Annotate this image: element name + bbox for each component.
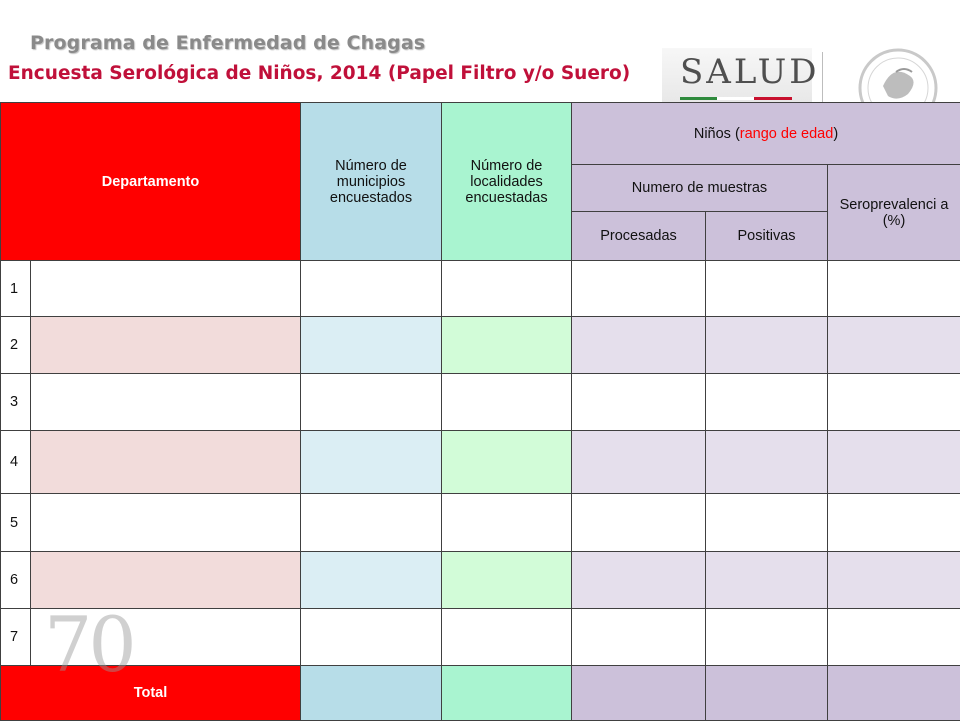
header-ninos-prefix: Niños ( bbox=[694, 126, 740, 142]
table-row bbox=[1, 552, 960, 609]
departamento-cell[interactable] bbox=[31, 374, 301, 431]
total-label: Total bbox=[1, 666, 301, 721]
departamento-cell[interactable] bbox=[31, 552, 301, 609]
chagas-survey-table bbox=[0, 102, 960, 721]
procesadas-cell[interactable] bbox=[572, 431, 706, 494]
localidades-cell[interactable] bbox=[442, 494, 572, 552]
header-procesadas: Procesadas bbox=[572, 212, 706, 261]
total-municipios-cell[interactable] bbox=[301, 666, 442, 721]
departamento-cell[interactable] bbox=[31, 261, 301, 317]
positivas-cell[interactable] bbox=[706, 317, 828, 374]
municipios-cell[interactable] bbox=[301, 494, 442, 552]
procesadas-cell[interactable] bbox=[572, 317, 706, 374]
header-localidades: Número de localidades encuestadas bbox=[442, 103, 572, 261]
row-number: 2 bbox=[1, 317, 31, 374]
program-title: Programa de Enfermedad de Chagas bbox=[30, 32, 425, 54]
seroprevalencia-cell[interactable] bbox=[828, 609, 960, 666]
municipios-cell[interactable] bbox=[301, 261, 442, 317]
positivas-cell[interactable] bbox=[706, 609, 828, 666]
total-positivas-cell[interactable] bbox=[706, 666, 828, 721]
positivas-cell[interactable] bbox=[706, 552, 828, 609]
departamento-cell[interactable] bbox=[31, 431, 301, 494]
departamento-cell[interactable] bbox=[31, 317, 301, 374]
positivas-cell[interactable] bbox=[706, 261, 828, 317]
total-seroprevalencia-cell[interactable] bbox=[828, 666, 960, 721]
departamento-cell[interactable] bbox=[31, 609, 301, 666]
municipios-cell[interactable] bbox=[301, 374, 442, 431]
total-row bbox=[1, 666, 960, 721]
slide-number-watermark: 70 bbox=[44, 600, 133, 689]
salud-logo bbox=[662, 44, 960, 102]
header-ninos-suffix: ) bbox=[833, 126, 838, 142]
header-departamento: Departamento bbox=[1, 103, 301, 261]
survey-title: Encuesta Serológica de Niños, 2014 (Papel Filtro y/o Suero) bbox=[8, 63, 630, 84]
salud-wordmark: SALUD bbox=[662, 48, 812, 102]
positivas-cell[interactable] bbox=[706, 374, 828, 431]
row-number: 4 bbox=[1, 431, 31, 494]
table-row bbox=[1, 317, 960, 374]
localidades-cell[interactable] bbox=[442, 261, 572, 317]
seroprevalencia-cell[interactable] bbox=[828, 431, 960, 494]
departamento-cell[interactable] bbox=[31, 494, 301, 552]
header-ninos bbox=[572, 103, 960, 165]
municipios-cell[interactable] bbox=[301, 552, 442, 609]
localidades-cell[interactable] bbox=[442, 431, 572, 494]
header-seroprevalencia: Seroprevalenci a (%) bbox=[828, 165, 960, 261]
municipios-cell[interactable] bbox=[301, 431, 442, 494]
localidades-cell[interactable] bbox=[442, 552, 572, 609]
procesadas-cell[interactable] bbox=[572, 374, 706, 431]
seroprevalencia-cell[interactable] bbox=[828, 261, 960, 317]
table-row bbox=[1, 494, 960, 552]
row-number: 6 bbox=[1, 552, 31, 609]
seroprevalencia-cell[interactable] bbox=[828, 552, 960, 609]
municipios-cell[interactable] bbox=[301, 609, 442, 666]
seroprevalencia-cell[interactable] bbox=[828, 317, 960, 374]
localidades-cell[interactable] bbox=[442, 609, 572, 666]
positivas-cell[interactable] bbox=[706, 494, 828, 552]
procesadas-cell[interactable] bbox=[572, 609, 706, 666]
header-muestras: Numero de muestras bbox=[572, 165, 828, 212]
procesadas-cell[interactable] bbox=[572, 552, 706, 609]
procesadas-cell[interactable] bbox=[572, 261, 706, 317]
row-number: 1 bbox=[1, 261, 31, 317]
row-number: 5 bbox=[1, 494, 31, 552]
seroprevalencia-cell[interactable] bbox=[828, 494, 960, 552]
row-number: 3 bbox=[1, 374, 31, 431]
header-municipios: Número de municipios encuestados bbox=[301, 103, 442, 261]
localidades-cell[interactable] bbox=[442, 374, 572, 431]
procesadas-cell[interactable] bbox=[572, 494, 706, 552]
total-procesadas-cell[interactable] bbox=[572, 666, 706, 721]
seroprevalencia-cell[interactable] bbox=[828, 374, 960, 431]
header-positivas: Positivas bbox=[706, 212, 828, 261]
table-row bbox=[1, 609, 960, 666]
header-ninos-range: rango de edad bbox=[740, 126, 834, 142]
positivas-cell[interactable] bbox=[706, 431, 828, 494]
table-row bbox=[1, 431, 960, 494]
municipios-cell[interactable] bbox=[301, 317, 442, 374]
row-number: 7 bbox=[1, 609, 31, 666]
table-row bbox=[1, 374, 960, 431]
mexico-coat-of-arms-seal-icon bbox=[838, 46, 958, 102]
total-localidades-cell[interactable] bbox=[442, 666, 572, 721]
logo-divider bbox=[822, 52, 823, 102]
table-row bbox=[1, 261, 960, 317]
localidades-cell[interactable] bbox=[442, 317, 572, 374]
